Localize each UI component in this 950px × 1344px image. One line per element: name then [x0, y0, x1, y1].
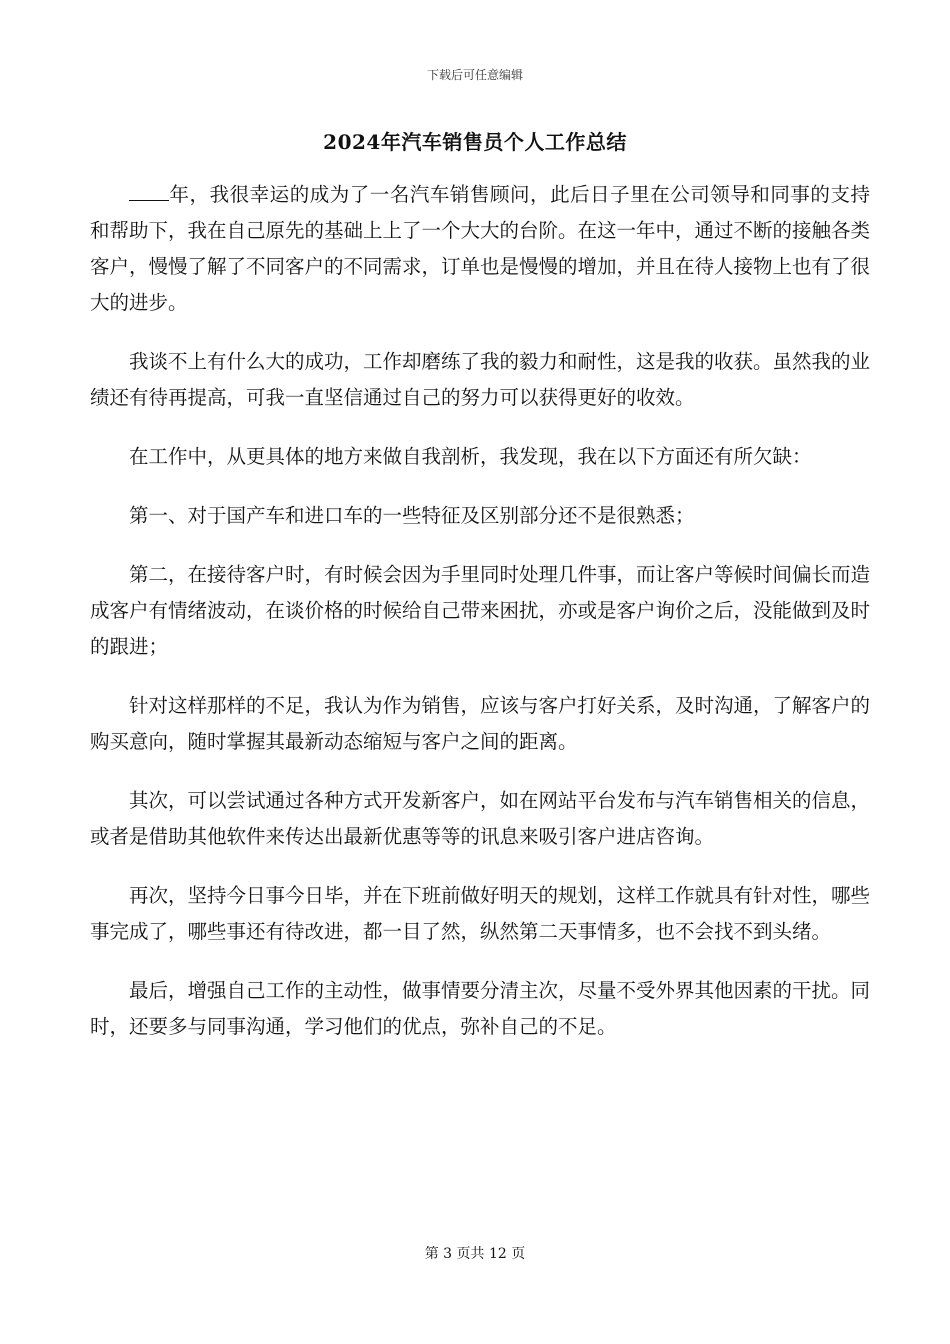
page-number: 第 3 页共 12 页 — [424, 1246, 526, 1262]
paragraph — [90, 177, 870, 321]
paragraph: 第一、对于国产车和进口车的一些特征及区别部分还不是很熟悉； — [129, 504, 695, 527]
document-body — [90, 177, 870, 1068]
fill-in-blank — [129, 182, 169, 201]
paragraph-text: 年，我很幸运的成为了一名汽车销售顾问，此后日子里在公司领导和同事的支持和帮助下，我在自己原先的基础上上了一个大大的台阶。在这一年中，通过不断的接触各类客户，慢慢了解了不同客户的不同需求，订单也是慢慢的增加，并且在待人接物上也有了很大的进步。 — [90, 183, 871, 314]
paragraph: 在工作中，从更具体的地方来做自我剖析，我发现，我在以下方面还有所欠缺： — [129, 445, 812, 468]
document-title: 2024年汽车销售员个人工作总结 — [323, 130, 627, 154]
paragraph: 最后，增强自己工作的主动性，做事情要分清主次，尽量不受外界其他因素的干扰。同时，还要多与同事沟通，学习他们的优点，弥补自己的不足。 — [90, 979, 871, 1038]
paragraph: 针对这样那样的不足，我认为作为销售，应该与客户打好关系，及时沟通，了解客户的购买意向，随时掌握其最新动态缩短与客户之间的距离。 — [90, 694, 871, 753]
paragraph: 第二，在接待客户时，有时候会因为手里同时处理几件事，而让客户等候时间偏长而造成客户有情绪波动，在谈价格的时候给自己带来困扰，亦或是客户询价之后，没能做到及时的跟进； — [90, 563, 871, 658]
paragraph: 其次，可以尝试通过各种方式开发新客户，如在网站平台发布与汽车销售相关的信息，或者是借助其他软件来传达出最新优惠等等的讯息来吸引客户进店咨询。 — [90, 789, 871, 848]
paragraph: 我谈不上有什么大的成功，工作却磨练了我的毅力和耐性，这是我的收获。虽然我的业绩还有待再提高，可我一直坚信通过自己的努力可以获得更好的收效。 — [90, 350, 871, 409]
header-note: 下载后可任意编辑 — [426, 68, 523, 82]
paragraph: 再次，坚持今日事今日毕，并在下班前做好明天的规划，这样工作就具有针对性，哪些事完成了，哪些事还有待改进，都一目了然，纵然第二天事情多，也不会找不到头绪。 — [90, 884, 871, 943]
